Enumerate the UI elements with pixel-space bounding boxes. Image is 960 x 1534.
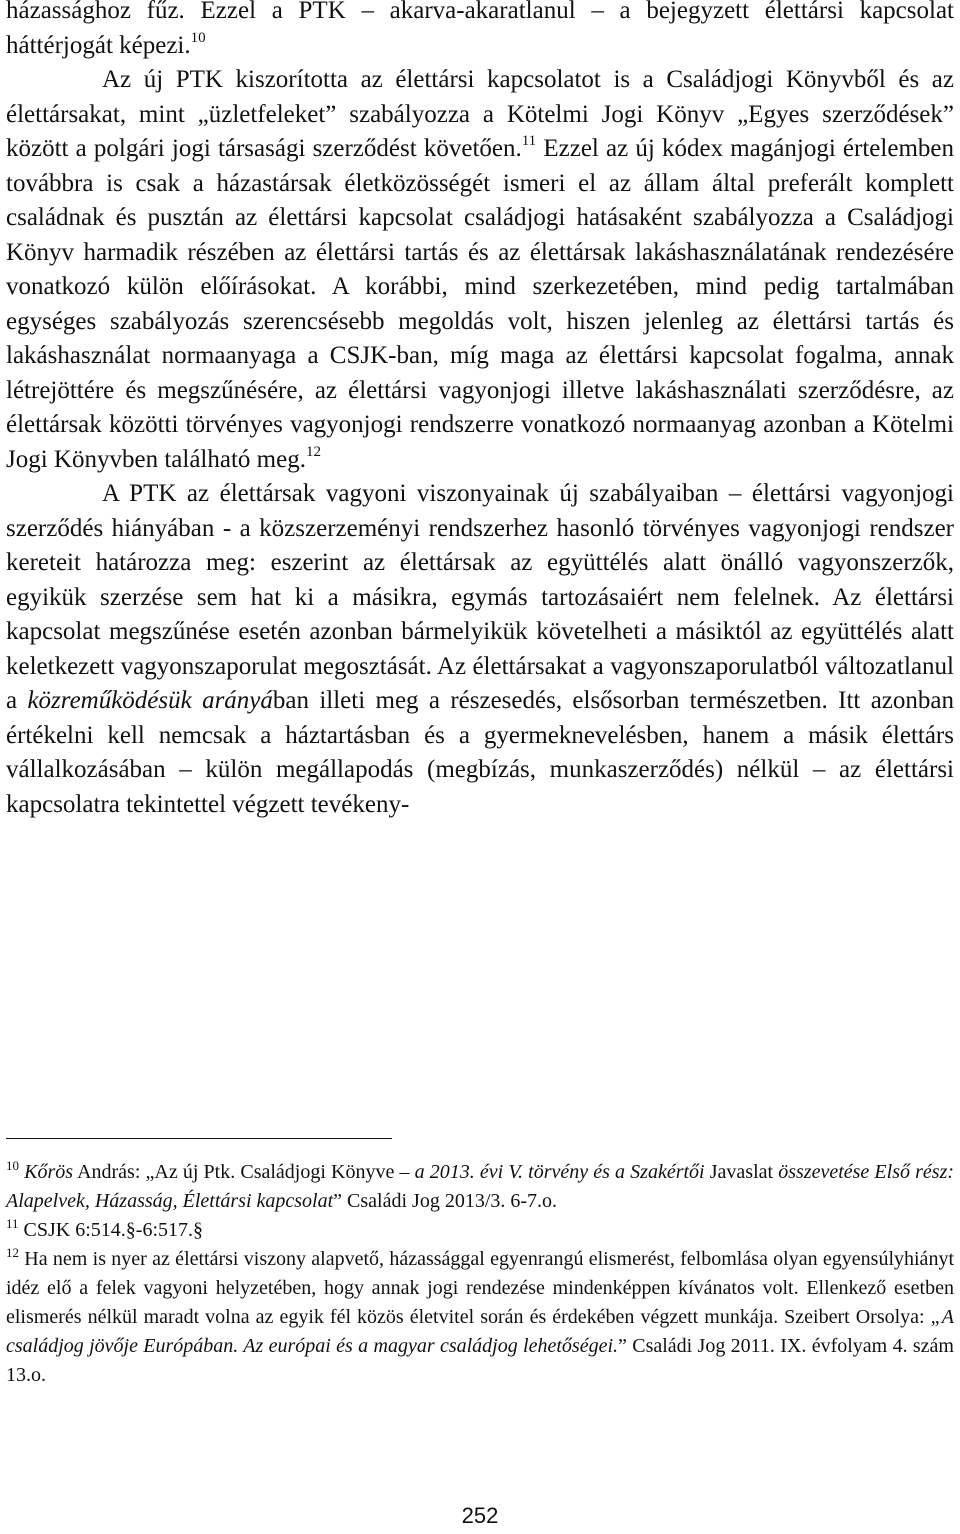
text-segment: ” Családi Jog 2011. IX. évfolyam 4. szám 13.o. — [6, 1335, 954, 1386]
text-segment: Ezzel az új kódex magánjogi értelemben továbbra is csak a házastársak életközösségét ismeri el az állam által preferált komplett családnak és pusztán az élettársi kapcsolat családjogi hatásaként szabályozza a Családjogi Könyv harmadik részében az élettársi tartás és az élettársak lakáshasználatának rendezésére vonatkozó külön előírásokat. A korábbi, mind szerkezetében, mind pedig tartalmában egységes szabályozás szerencsésebb megoldás volt, hiszen jelenleg az élettársi tartás és lakáshasználat normaanyaga a CSJK-ban, míg maga az élettársi kapcsolat fogalma, annak létrejöttére és megszűnésére, az élettársi vagyonjogi illetve lakáshasználati szerződésre, az élettársak közötti törvényes vagyonjogi rendszerre vonatkozó normaanyag azonban a Kötelmi Jogi Könyvben található meg. — [6, 135, 954, 473]
italic-text: a 2013. évi V. törvény és a Szakértői — [414, 1161, 705, 1183]
footnotes — [6, 1158, 954, 1390]
footnote-reference: 10 — [190, 29, 206, 46]
text-segment: Ha nem is nyer az élettársi viszony alapvető, házassággal egyenrangú elismerést, felbomlása olyan egyensúlyhiányt idéz elő a felek vagyoni helyzetében, hogy annak jogi rendezése mindenképpen kívánatos volt. Ellenkező esetben elismerés nélkül maradt volna az egyik fél közös életvitel során és érdekében végzett munkája. Szeibert Orsolya: — [6, 1248, 954, 1328]
paragraph-p1 — [6, 0, 954, 63]
footnote-fn10 — [6, 1158, 954, 1216]
italic-text: közreműködésük arányá — [27, 687, 273, 714]
text-segment: házassághoz fűz. Ezzel a PTK – akarva-akaratlanul – a bejegyzett élettársi kapcsolat háttérjogát képezi. — [6, 0, 954, 59]
paragraph-p3 — [6, 477, 954, 822]
text-segment: ” Családi Jog 2013/3. 6-7.o. — [333, 1190, 558, 1212]
footnote-separator — [6, 1138, 392, 1139]
text-segment: Javaslat — [704, 1161, 779, 1183]
text-segment: CSJK 6:514.§-6:517.§ — [18, 1219, 203, 1241]
footnote-fn11 — [6, 1216, 954, 1245]
italic-text: összevetése Első rész: Alapelvek, Házasság, Élettársi kapcsolat — [6, 1161, 955, 1212]
text-segment: Az új PTK kiszorította az élettársi kapcsolatot is a Családjogi Könyvből és az élettársakat, mint „üzletfeleket” szabályozza a Kötelmi Jogi Könyv „Egyes szerződések” között a polgári jogi társasági szerződést követően. — [6, 66, 954, 162]
paragraph-p2 — [6, 63, 954, 477]
footnote-reference: 10 — [6, 1158, 19, 1173]
footnote-reference: 12 — [305, 443, 321, 460]
footnote-reference: 11 — [6, 1216, 19, 1231]
footnote-reference: 11 — [521, 133, 537, 149]
document-page — [6, 0, 955, 1528]
italic-text: „A családjog jövője Európában. Az európai és a magyar családjog lehetőségei. — [6, 1306, 954, 1357]
main-text — [6, 0, 954, 822]
italic-text: Kőrös — [24, 1161, 74, 1183]
text-segment: A PTK az élettársak vagyoni viszonyainak új szabályaiban – élettársi vagyonjogi szerződés hiányában - a közszerzeményi rendszerhez hasonló törvényes vagyonjogi rendszer kereteit határozza meg: eszerint az élettársak az együttélés alatt önálló vagyonszerzők, egyikük szerzése sem hat ki a másikra, egymás tartozásaiért nem felelnek. Az élettársi kapcsolat megszűnése esetén azonban bármelyikük követelheti a másiktól az együttélés alatt keletkezett vagyonszaporulat megosztását. Az élettársakat a vagyonszaporulatból változatlanul a — [6, 480, 954, 714]
footnote-reference: 12 — [6, 1245, 19, 1260]
text-segment: András: „Az új Ptk. Családjogi Könyve – — [73, 1161, 415, 1183]
text-segment: ban illeti meg a részesedés, elsősorban természetben. Itt azonban értékelni kell nemcsak a háztartásban és a gyermeknevelésben, hanem a másik élettárs vállalkozásában – külön megállapodás (megbízás, munkaszerződés) nélkül – az élettársi kapcsolatra tekintettel végzett tevékeny- — [6, 687, 954, 818]
page-number: 252 — [461, 1503, 499, 1528]
footnote-fn12 — [6, 1245, 954, 1390]
